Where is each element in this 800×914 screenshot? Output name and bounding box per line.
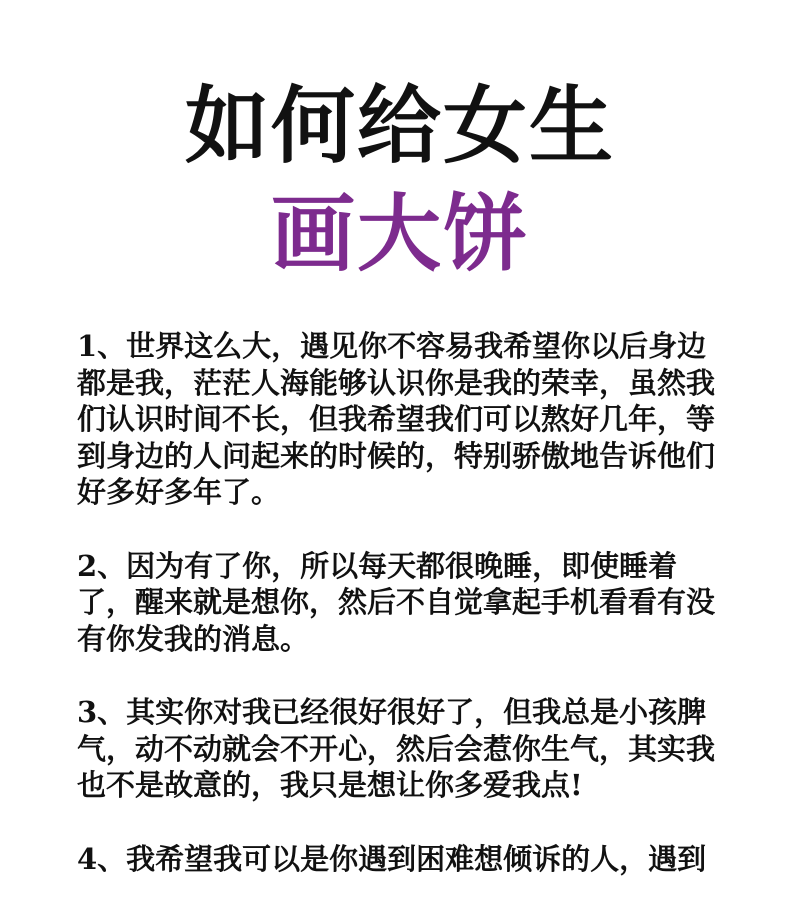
paragraph-line: 4、我希望我可以是你遇到困难想倾诉的人，遇到 [77, 841, 707, 876]
paragraph-line: 1、世界这么大，遇见你不容易我希望你以后身边 [77, 329, 707, 363]
paragraph-line: 都是我，茫茫人海能够认识你是我的荣幸，虽然我 [77, 365, 716, 400]
paragraph-line: 们认识时间不长，但我希望我们可以熬好几年，等 [77, 402, 716, 436]
paragraph-line: 2、因为有了你，所以每天都很晚睡，即使睡着 [77, 548, 678, 583]
paragraph-4 [77, 841, 737, 878]
paragraph-line: 气，动不动就会不开心，然后会惹你生气，其实我 [77, 731, 716, 766]
paragraph-1 [77, 328, 737, 511]
paragraph-line: 到身边的人问起来的时候的，特别骄傲地告诉他们 [77, 438, 716, 473]
title-line-2: 画大饼 [270, 184, 529, 283]
paragraph-line: 好多好多年了。 [77, 475, 281, 509]
paragraph-2 [77, 548, 737, 658]
paragraph-line: 了，醒来就是想你，然后不自觉拿起手机看看有没 [77, 585, 716, 619]
paragraph-line: 3、其实你对我已经很好很好了，但我总是小孩脾 [77, 695, 707, 729]
article-body [77, 328, 737, 914]
title-line-1: 如何给女生 [184, 76, 615, 175]
paragraph-line: 有你发我的消息。 [77, 621, 310, 656]
paragraph-3 [77, 694, 737, 804]
paragraph-line: 也不是故意的，我只是想让你多爱我点! [77, 768, 583, 802]
